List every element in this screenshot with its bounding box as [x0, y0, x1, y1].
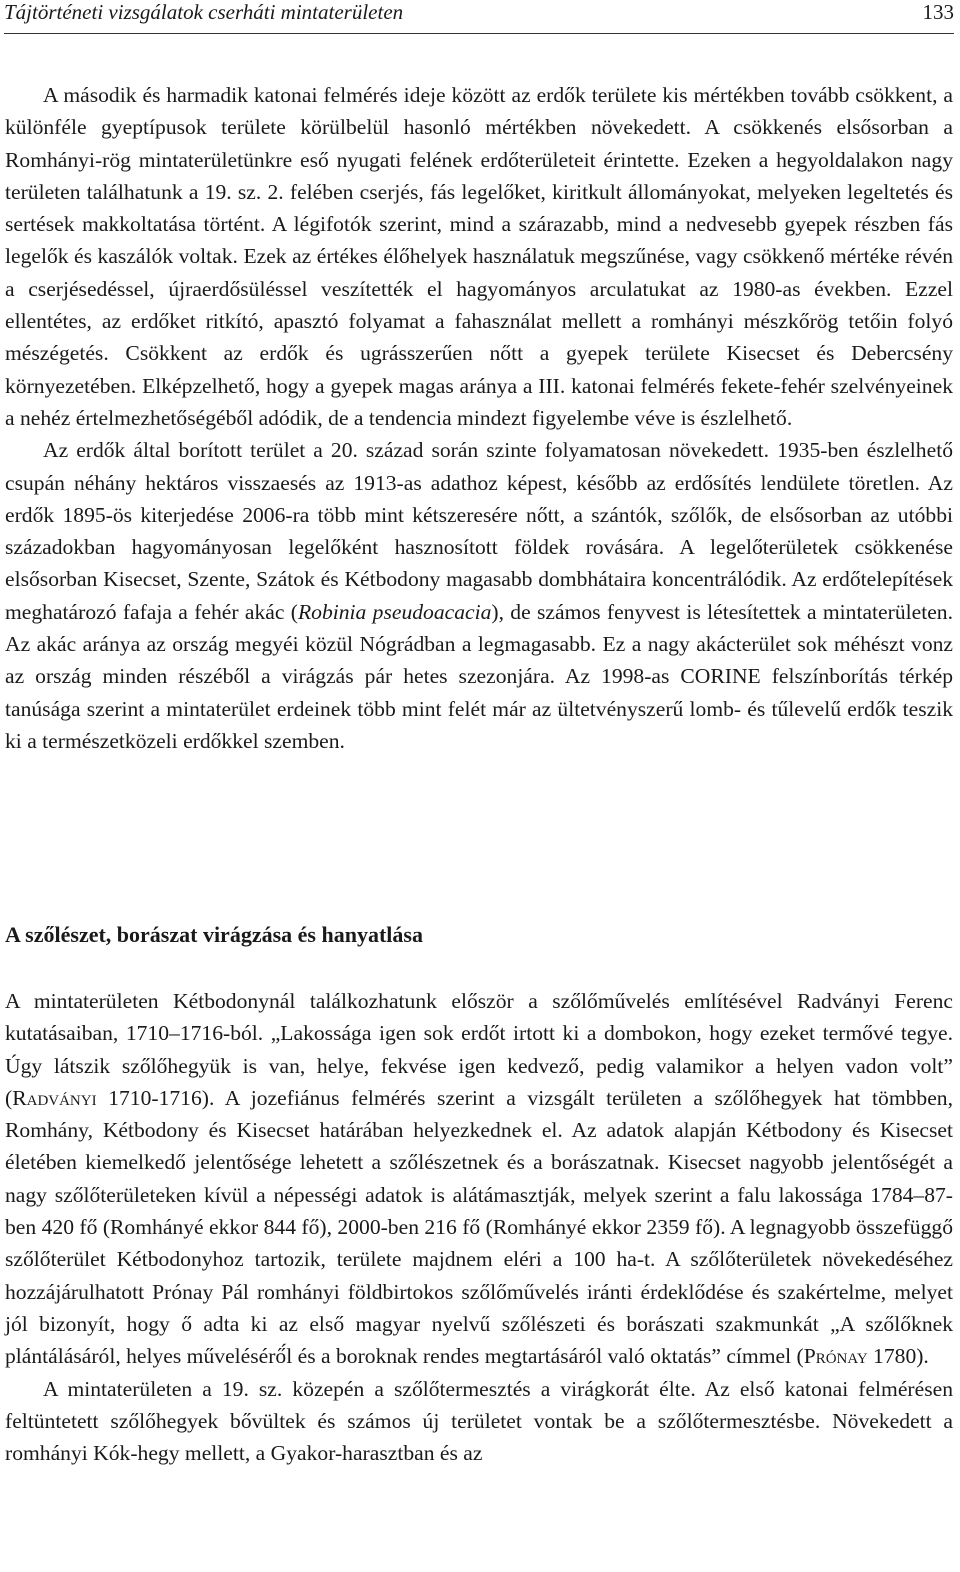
paragraph-text: Az erdők által borított terület a 20. század során szinte folyamatosan növekedett. 1935-ben észlelhető csupán néhány hektáros visszaesés az 1913-as adathoz képest, később az erdősítés lendülete töretlen. Az erdők 1895-ös kiterjedése 2006-ra több mint kétszeresére nőtt, a szántók, szőlők, de elsősorban az utóbbi századokban hagyományosan legelőként hasznosított földek rovására. A legelőterületek csökkenése elsősorban Kisecset, Szente, Szátok és Kétbodony magasabb dombhátaira koncentrálódik. Az erdőtelepítések meghatározó fafaja a fehér akác (: [5, 438, 953, 624]
paragraph-text: A mintaterületen a 19. sz. közepén a szőlőtermesztés a virágkorát élte. Az első katonai felmérésen feltüntetett szőlőhegyek bővültek és számos új területet vontak be a szőlőtermesztésbe. Növekedett a romhányi Kók-hegy mellett, a Gyakor-harasztban és az: [5, 1376, 953, 1466]
section-forest-history: [5, 79, 953, 757]
running-header: [4, 0, 954, 26]
paragraph-text: ), de számos fenyvest is létesítettek a mintaterületen. Az akác aránya az ország megyéi közül Nógrádban a legmagasabb. Ez a nagy akácterület sok méhészt vonz az ország minden részéből a virágzás pár hetes szezonjára. Az 1998-as CORINE felszínborítás térkép tanúsága szerint a mintaterület erdeinek több mint felét már az ültetvényszerű lomb- és tűlevelű erdők teszik ki a természetközeli erdőkkel szemben.: [5, 599, 953, 753]
header-rule: [4, 33, 954, 34]
citation-author: Radványi: [12, 1085, 97, 1110]
running-title: Tájtörténeti vizsgálatok cserháti mintaterületen: [4, 0, 404, 24]
paragraph: [5, 985, 953, 1373]
paragraph: [5, 79, 953, 434]
paragraph-text: A második és harmadik katonai felmérés ideje között az erdők területe kis mértékben tovább csökkent, a különféle gyeptípusok területe körülbelül hasonló mértékben növekedett. A csökkenés elsősorban a Romhányi-rög mintaterületünkre eső nyugati felének erdőterületeit érintette. Ezeken a hegyoldalakon nagy területen találhatunk a 19. sz. 2. felében cserjés, fás legelőket, kiritkult állományokat, melyeken legeltetés és sertések makkoltatása történt. A légifotók szerint, mind a szárazabb, mind a nedvesebb gyepek részben fás legelők és kaszálók voltak. Ezek az értékes élőhelyek használatuk megszűnése, vagy csökkenő mértéke révén a cserjésedéssel, újraerdősüléssel veszítették el hagyományos arculatukat az 1980-as években. Ezzel ellentétes, az erdőket ritkító, apasztó folyamat a fahasználat mellett a romhányi mészkőrög tetőin folyó mészégetés. Csökkent az erdők és ugrásszerűen nőtt a gyepek területe Kisecset és Debercsény környezetében. Elképzelhető, hogy a gyepek magas aránya a III. katonai felmérés fekete-fehér szelvényeinek a nehéz értelmezhetőségéből adódik, de a tendencia mindezt figyelembe véve is észlelhető.: [5, 83, 953, 430]
page-number: 133: [922, 0, 954, 24]
paragraph-text: A mintaterületen Kétbodonynál találkozhatunk először a szőlőművelés említésével Radványi Ferenc kutatásaiban, 1710–1716-ból. „Lakossága igen sok erdőt irtott ki a dombokon, hogy ezeket termővé tegye. Úgy látszik szőlőhegyük is van, helye, fekvése igen kedvező, pedig valamikor a helyen vadon volt” (: [5, 989, 953, 1110]
paragraph-text: 1780).: [867, 1344, 929, 1369]
section-viticulture: [5, 985, 953, 1469]
paragraph: [5, 434, 953, 757]
species-name: Robinia pseudoacacia: [297, 599, 492, 624]
paragraph-text: 1710-1716). A jozefiánus felmérés szerint a vizsgált területen a szőlőhegyek hat tömbben, Romhány, Kétbodony és Kisecset határában helyezkednek el. Az adatok alapján Kétbodony és Kisecset életében kiemelkedő jelentősége lehetett a szőlészetnek és a borászatnak. Kisecset nagyobb jelentőségét a nagy szőlőterületeken kívül a népességi adatok is alátámasztják, melyek szerint a falu lakossága 1784–87-ben 420 fő (Romhányé ekkor 844 fő), 2000-ben 216 fő (Romhányé ekkor 2359 fő). A legnagyobb összefüggő szőlőterület Kétbodonyhoz tartozik, területe majdnem eléri a 100 ha-t. A szőlőterületek növekedéséhez hozzájárulhatott Prónay Pál romhányi földbirtokos szőlőművelés iránti érdeklődése és szakértelme, melyet jól bizonyít, hogy ő adta ki az első magyar nyelvű szőlészeti és borászati szakmunkát „A szőlőknek plántálásáról, helyes művelésérő́l és a boroknak rendes megtartásáról való oktatás” címmel (: [5, 1085, 953, 1369]
citation-author: Prónay: [803, 1344, 868, 1369]
section-heading: A szőlészet, borászat virágzása és hanyatlása: [5, 922, 423, 947]
paragraph: [5, 1373, 953, 1470]
